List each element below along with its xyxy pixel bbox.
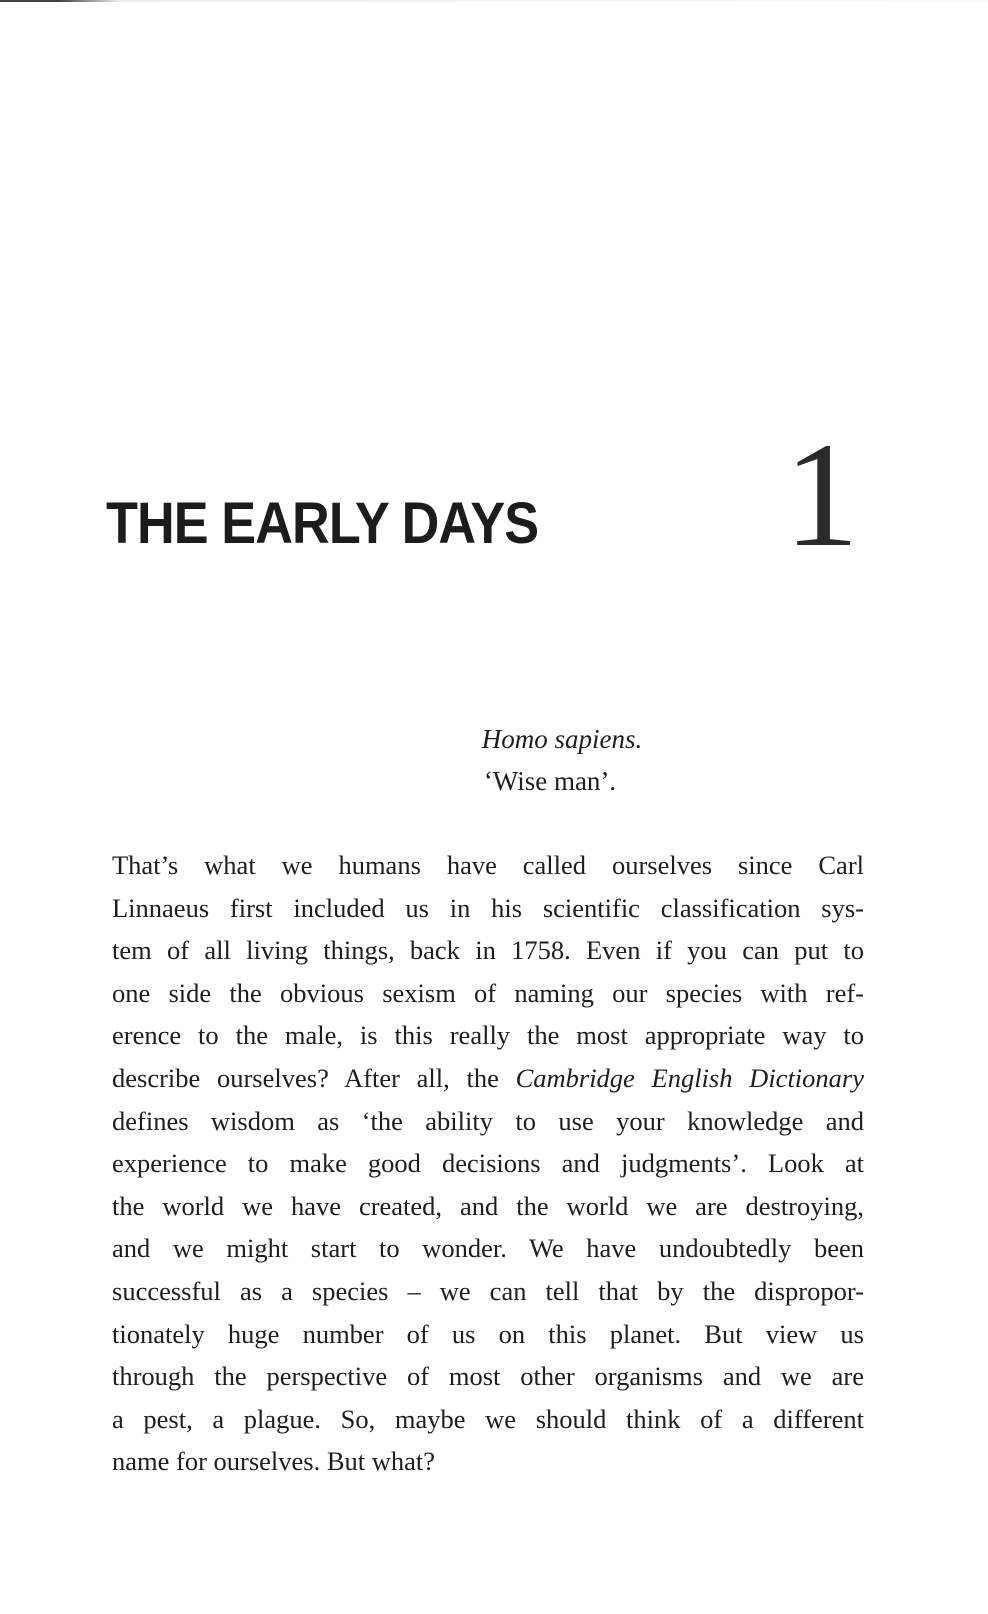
body-line: one side the obvious sexism of naming our species with ref- [112,977,864,1008]
body-line: the world we have created, and the world we are destroying, [112,1190,864,1221]
body-line: Linnaeus first included us in his scientific classification sys- [112,892,864,923]
epigraph-translation: ‘Wise man’. [483,766,617,796]
chapter-title: THE EARLY DAYS [106,491,539,556]
body-line: That’s what we humans have called ourselves since Carl [112,850,864,880]
body-line: experience to make good decisions and judgments’. Look at [112,1148,864,1179]
chapter-number: 1 [784,412,859,578]
body-line: describe ourselves? After all, the Cambridge English Dictionary [112,1062,864,1093]
body-line: tem of all living things, back in 1758. Even if you can put to [112,935,864,966]
epigraph-species-name: Homo sapiens. [481,724,643,754]
body-line: erence to the male, is this really the most appropriate way to [112,1020,864,1051]
body-line: tionately huge number of us on this planet. But view us [112,1318,864,1349]
body-line: name for ourselves. But what? [112,1446,436,1477]
body-line: successful as a species – we can tell that by the dispropor- [112,1275,864,1306]
body-line: defines wisdom as ‘the ability to use your knowledge and [112,1105,864,1136]
scan-edge [0,0,988,2]
italic-book-title: Cambridge English Dictionary [515,1062,864,1093]
body-paragraph [112,844,864,1483]
body-line: a pest, a plague. So, maybe we should think of a different [112,1403,864,1434]
body-line: through the perspective of most other organisms and we are [112,1361,864,1392]
body-line: and we might start to wonder. We have undoubtedly been [112,1233,864,1264]
